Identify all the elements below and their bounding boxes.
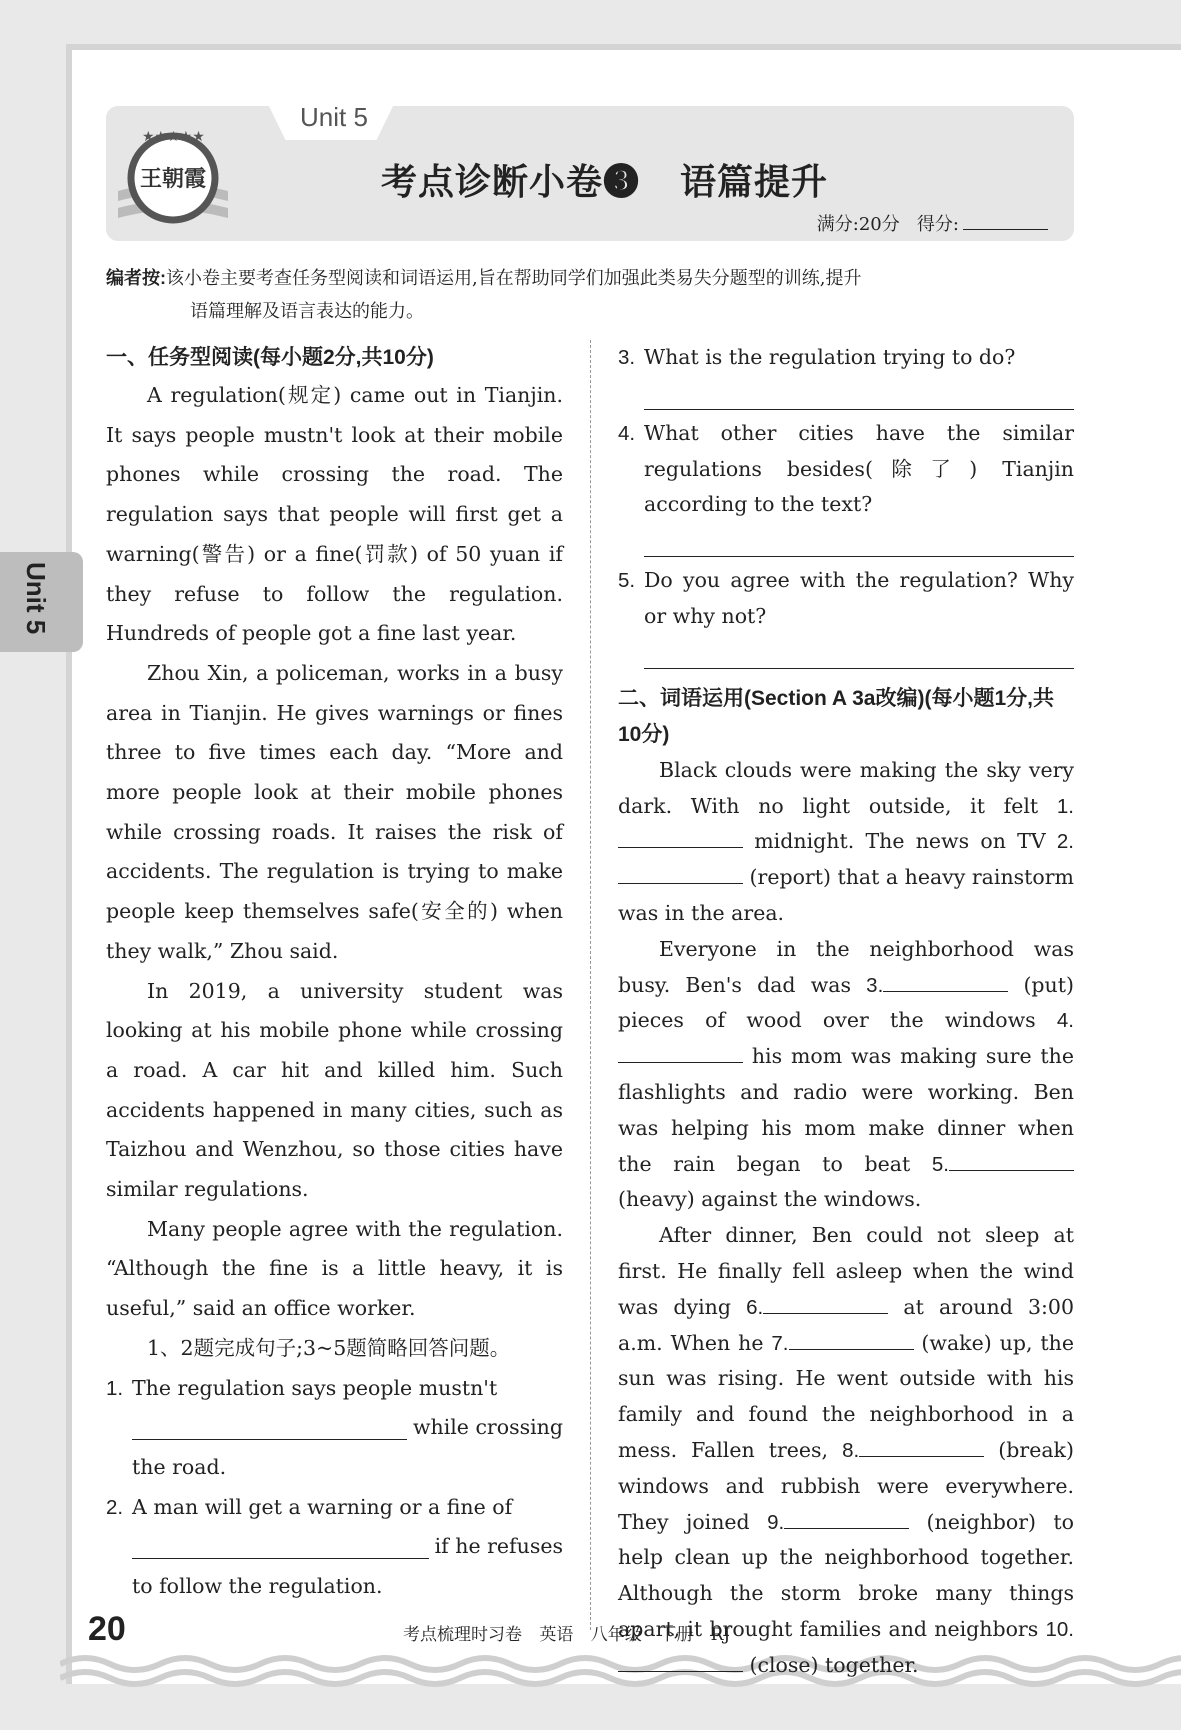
fill-blank[interactable]	[883, 970, 1008, 992]
unit-label: Unit 5	[300, 102, 368, 132]
question-number: 4.	[618, 421, 636, 445]
cloze-passage	[618, 753, 1074, 1684]
note-text: 该小卷主要考查任务型阅读和词语运用,旨在帮助同学们加强此类易失分题型的训练,提升	[166, 268, 862, 289]
cloze-text: Everyone in the neighborhood was busy. Ben's dad was	[618, 936, 1074, 997]
side-tab-unit	[0, 552, 83, 652]
cloze-paragraph	[618, 753, 1074, 932]
blank-number: 2.	[1056, 830, 1074, 854]
question-5	[618, 563, 1074, 635]
passage-paragraph: Zhou Xin, a policeman, works in a busy area in Tianjin. He gives warnings or fines three to five times each day. “More and more people look at their mobile phones while crossing roads. It raises the risk of accidents. The regulation is trying to make people keep themselves safe(安全的) when they walk,” Zhou said.	[106, 660, 563, 963]
blank-number: 7.	[771, 1331, 789, 1355]
side-tab-label: Unit 5	[21, 562, 51, 635]
fill-blank[interactable]	[618, 862, 743, 884]
question-text: The regulation says people mustn't	[132, 1375, 498, 1400]
answer-blank[interactable]	[132, 1408, 407, 1440]
cloze-text: his mom was making sure the flashlights and radio were working. Ben was helping his mom make dinner when the rain began to beat	[618, 1044, 1074, 1176]
question-2	[106, 1488, 563, 1528]
answer-blank[interactable]	[132, 1527, 429, 1559]
question-number: 2.	[106, 1495, 124, 1519]
fill-blank[interactable]	[784, 1507, 909, 1529]
blank-number: 6.	[746, 1295, 764, 1319]
question-number: 5.	[618, 569, 636, 593]
blank-number: 3.	[866, 973, 884, 997]
question-1	[106, 1369, 563, 1409]
right-column	[618, 340, 1074, 1684]
question-text: What is the regulation trying to do?	[644, 345, 1016, 369]
question-text: What other cities have the similar regulations besides(除了) Tianjin according to the text?	[644, 420, 1074, 517]
question-text: while crossing	[412, 1415, 563, 1440]
blank-number: 4.	[1056, 1009, 1074, 1033]
blank-number: 10.	[1045, 1617, 1074, 1641]
question-number: 3.	[618, 346, 636, 369]
full-score: 满分:20分	[816, 214, 900, 235]
note-text-2: 语篇理解及语言表达的能力。	[190, 301, 424, 322]
left-column	[106, 340, 563, 1607]
blank-number: 9.	[767, 1510, 785, 1534]
question-text: to follow the regulation.	[132, 1574, 383, 1599]
score-label: 得分:	[916, 214, 959, 235]
cloze-text: (report) that a heavy rainstorm was in the area.	[618, 865, 1074, 925]
svg-text:王朝霞: 王朝霞	[139, 166, 207, 192]
cloze-paragraph	[618, 1218, 1074, 1683]
section2-title: 二、词语运用(Section A 3a改编)(每小题1分,共10分)	[618, 686, 1054, 746]
fill-blank[interactable]	[789, 1328, 914, 1350]
cloze-text: After dinner, Ben could not sleep at first. He finally fell asleep when the wind was dying	[618, 1223, 1074, 1319]
question-text: Do you agree with the regulation? Why or why not?	[644, 568, 1074, 628]
cloze-text: (close) together.	[743, 1652, 919, 1677]
cloze-text: (neighbor) to help clean up the neighborhood together. Although the storm broke many things apart, it brought families and neighbors	[618, 1509, 1074, 1641]
title-sub: 语篇提升	[680, 161, 829, 202]
cloze-text: (wake) up, the sun was rising. He went outside with his family and found the neighborhood in a mess. Fallen trees,	[618, 1330, 1074, 1462]
blank-number: 8.	[842, 1438, 860, 1462]
section1-title: 一、任务型阅读(每小题2分,共10分)	[106, 346, 434, 369]
cloze-text: (put) pieces of wood over the windows	[618, 972, 1074, 1033]
column-divider	[590, 340, 591, 1630]
cloze-text: Black clouds were making the sky very dark. With no light outside, it felt	[618, 757, 1074, 818]
blank-number: 1.	[1056, 794, 1074, 818]
cloze-text: at around 3:00 a.m. When he	[618, 1294, 1074, 1355]
page-title	[381, 154, 828, 205]
blank-number: 5.	[931, 1152, 949, 1176]
question-3	[618, 340, 1074, 376]
publisher-logo	[118, 116, 228, 231]
cloze-paragraph	[618, 932, 1074, 1218]
question-text: the road.	[132, 1454, 227, 1479]
title-main: 考点诊断小卷❸	[381, 161, 641, 202]
question-text: if he refuses	[434, 1534, 563, 1559]
passage-paragraph: Many people agree with the regulation. “Although the fine is a little heavy, it is useful,” said an office worker.	[106, 1216, 563, 1321]
cloze-text: (break) windows and rubbish were everywhere. They joined	[618, 1437, 1074, 1534]
answer-blank[interactable]	[644, 635, 1074, 669]
cloze-text: (heavy) against the windows.	[618, 1187, 922, 1212]
page-number: 20	[88, 1610, 126, 1648]
footer-text: 考点梳理时习卷 英语 八年级 下册 RJ	[403, 1625, 731, 1645]
question-4	[618, 416, 1074, 523]
answer-blank[interactable]	[644, 376, 1074, 410]
header-banner	[106, 102, 1074, 241]
note-label: 编者按:	[106, 268, 166, 288]
fill-blank[interactable]	[618, 826, 743, 848]
fill-blank[interactable]	[949, 1149, 1074, 1171]
fill-blank[interactable]	[859, 1435, 984, 1457]
score-line	[817, 210, 1048, 236]
question-number: 1.	[106, 1376, 124, 1400]
svg-text:★★★★★: ★★★★★	[142, 129, 205, 145]
instruction: 1、2题完成句子;3~5题简略回答问题。	[147, 1335, 511, 1360]
question-text: A man will get a warning or a fine of	[132, 1494, 513, 1519]
passage-paragraph: A regulation(规定) came out in Tianjin. It says people mustn't look at their mobile phones while crossing the road. The regulation says that people will first get a warning(警告) or a fine(罚款) of 50 yuan if they refuse to follow the regulation. Hundreds of people got a fine last year.	[106, 383, 563, 646]
answer-blank[interactable]	[644, 523, 1074, 557]
score-blank[interactable]	[963, 229, 1048, 230]
cloze-text: midnight. The news on TV	[743, 829, 1057, 854]
editor-note	[106, 262, 1074, 328]
fill-blank[interactable]	[618, 1041, 743, 1063]
fill-blank[interactable]	[618, 1650, 743, 1672]
passage-paragraph: In 2019, a university student was looking at his mobile phone while crossing a road. A car hit and killed him. Such accidents happened in many cities, such as Taizhou and Wenzhou, so those cities have similar regulations.	[106, 978, 563, 1202]
fill-blank[interactable]	[763, 1292, 888, 1314]
